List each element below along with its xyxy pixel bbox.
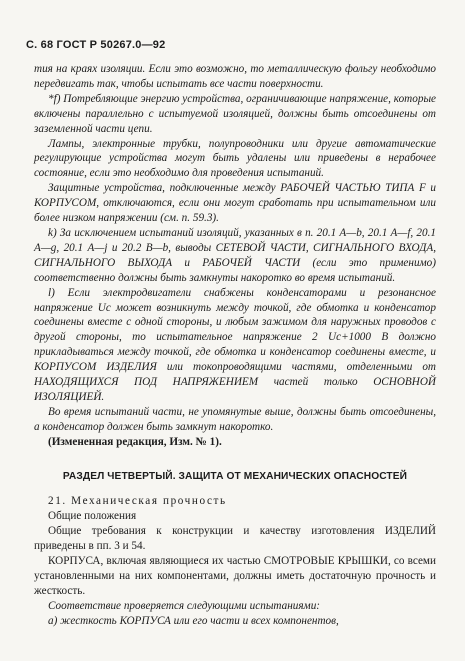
paragraph: Во время испытаний части, не упомянутые выше, должны быть отсоединены, а конденсатор должен быть замкнут накоротко.: [34, 405, 436, 433]
paragraph: КОРПУСА, включая являющиеся их частью СМОТРОВЫЕ КРЫШКИ, со всеми установленными на них компонентами, должны иметь достаточную прочность и жесткость.: [34, 555, 436, 597]
paragraph: а) жесткость КОРПУСА или его части и всех компонентов,: [48, 614, 339, 627]
paragraph: *f) Потребляющие энергию устройства, ограничивающие напряжение, которые включены параллельно с испытуемой изоляцией, должны быть отсоединены от заземленной части цепи.: [34, 92, 436, 135]
section-heading: РАЗДЕЛ ЧЕТВЕРТЫЙ. ЗАЩИТА ОТ МЕХАНИЧЕСКИХ ОПАСНОСТЕЙ: [62, 470, 408, 482]
paragraph: k) За исключением испытаний изоляций, указанных в п. 20.1 А—b, 20.1 А—f, 20.1 А—g, 20.1 А—j и 20.2 В—b, выводы СЕТЕВОЙ ЧАСТИ, СИГНАЛЬНОГО ВХОДА, СИГНАЛЬНОГО ВЫХОДА и РАБОЧЕЙ ЧАСТИ (если это применимо) соответственно должны быть замкнуты накоротко во время испытаний.: [34, 226, 436, 284]
clause-title: 21. Механическая прочность: [48, 495, 227, 508]
document-body: [34, 62, 436, 629]
paragraph: l) Если электродвигатели снабжены конденсаторами и резонансное напряжение Uc может возникнуть между точкой, где обмотка и конденсатор соединены вместе с одной стороны, и любым зажимом для наружных проводов с другой стороны, то испытательное напряжение 2 Uc+1000 В должно прикладываться между точкой, где обмотка и конденсатор соединены вместе, и КОРПУСОМ ИЗДЕЛИЯ или токопроводящими частями, отделенными от НАХОДЯЩИХСЯ ПОД НАПРЯЖЕНИЕМ частей только ОСНОВНОЙ ИЗОЛЯЦИЕЙ.: [34, 286, 436, 403]
paragraph: Лампы, электронные трубки, полупроводники или другие автоматические регулирующие устройства могут быть удалены или приведены в нерабочее состояние, если это необходимо для проведения испытаний.: [34, 137, 436, 180]
amendment-note: (Измененная редакция, Изм. № 1).: [48, 435, 222, 448]
paragraph: тия на краях изоляции. Если это возможно, то металлическую фольгу необходимо передвигать так, чтобы испытать все части поверхности.: [34, 63, 436, 90]
paragraph: Соответствие проверяется следующими испытаниями:: [48, 599, 321, 612]
paragraph: Защитные устройства, подключенные между РАБОЧЕЙ ЧАСТЬЮ ТИПА F и КОРПУСОМ, отключаются, если они могут сработать при испытательном или более низком напряжении (см. п. 59.3).: [34, 182, 436, 225]
clause-subtitle: Общие положения: [48, 510, 137, 523]
page-header: С. 68 ГОСТ Р 50267.0—92: [26, 39, 166, 51]
paragraph: Общие требования к конструкции и качеству изготовления ИЗДЕЛИЙ приведены в пп. 3 и 54.: [34, 525, 436, 553]
